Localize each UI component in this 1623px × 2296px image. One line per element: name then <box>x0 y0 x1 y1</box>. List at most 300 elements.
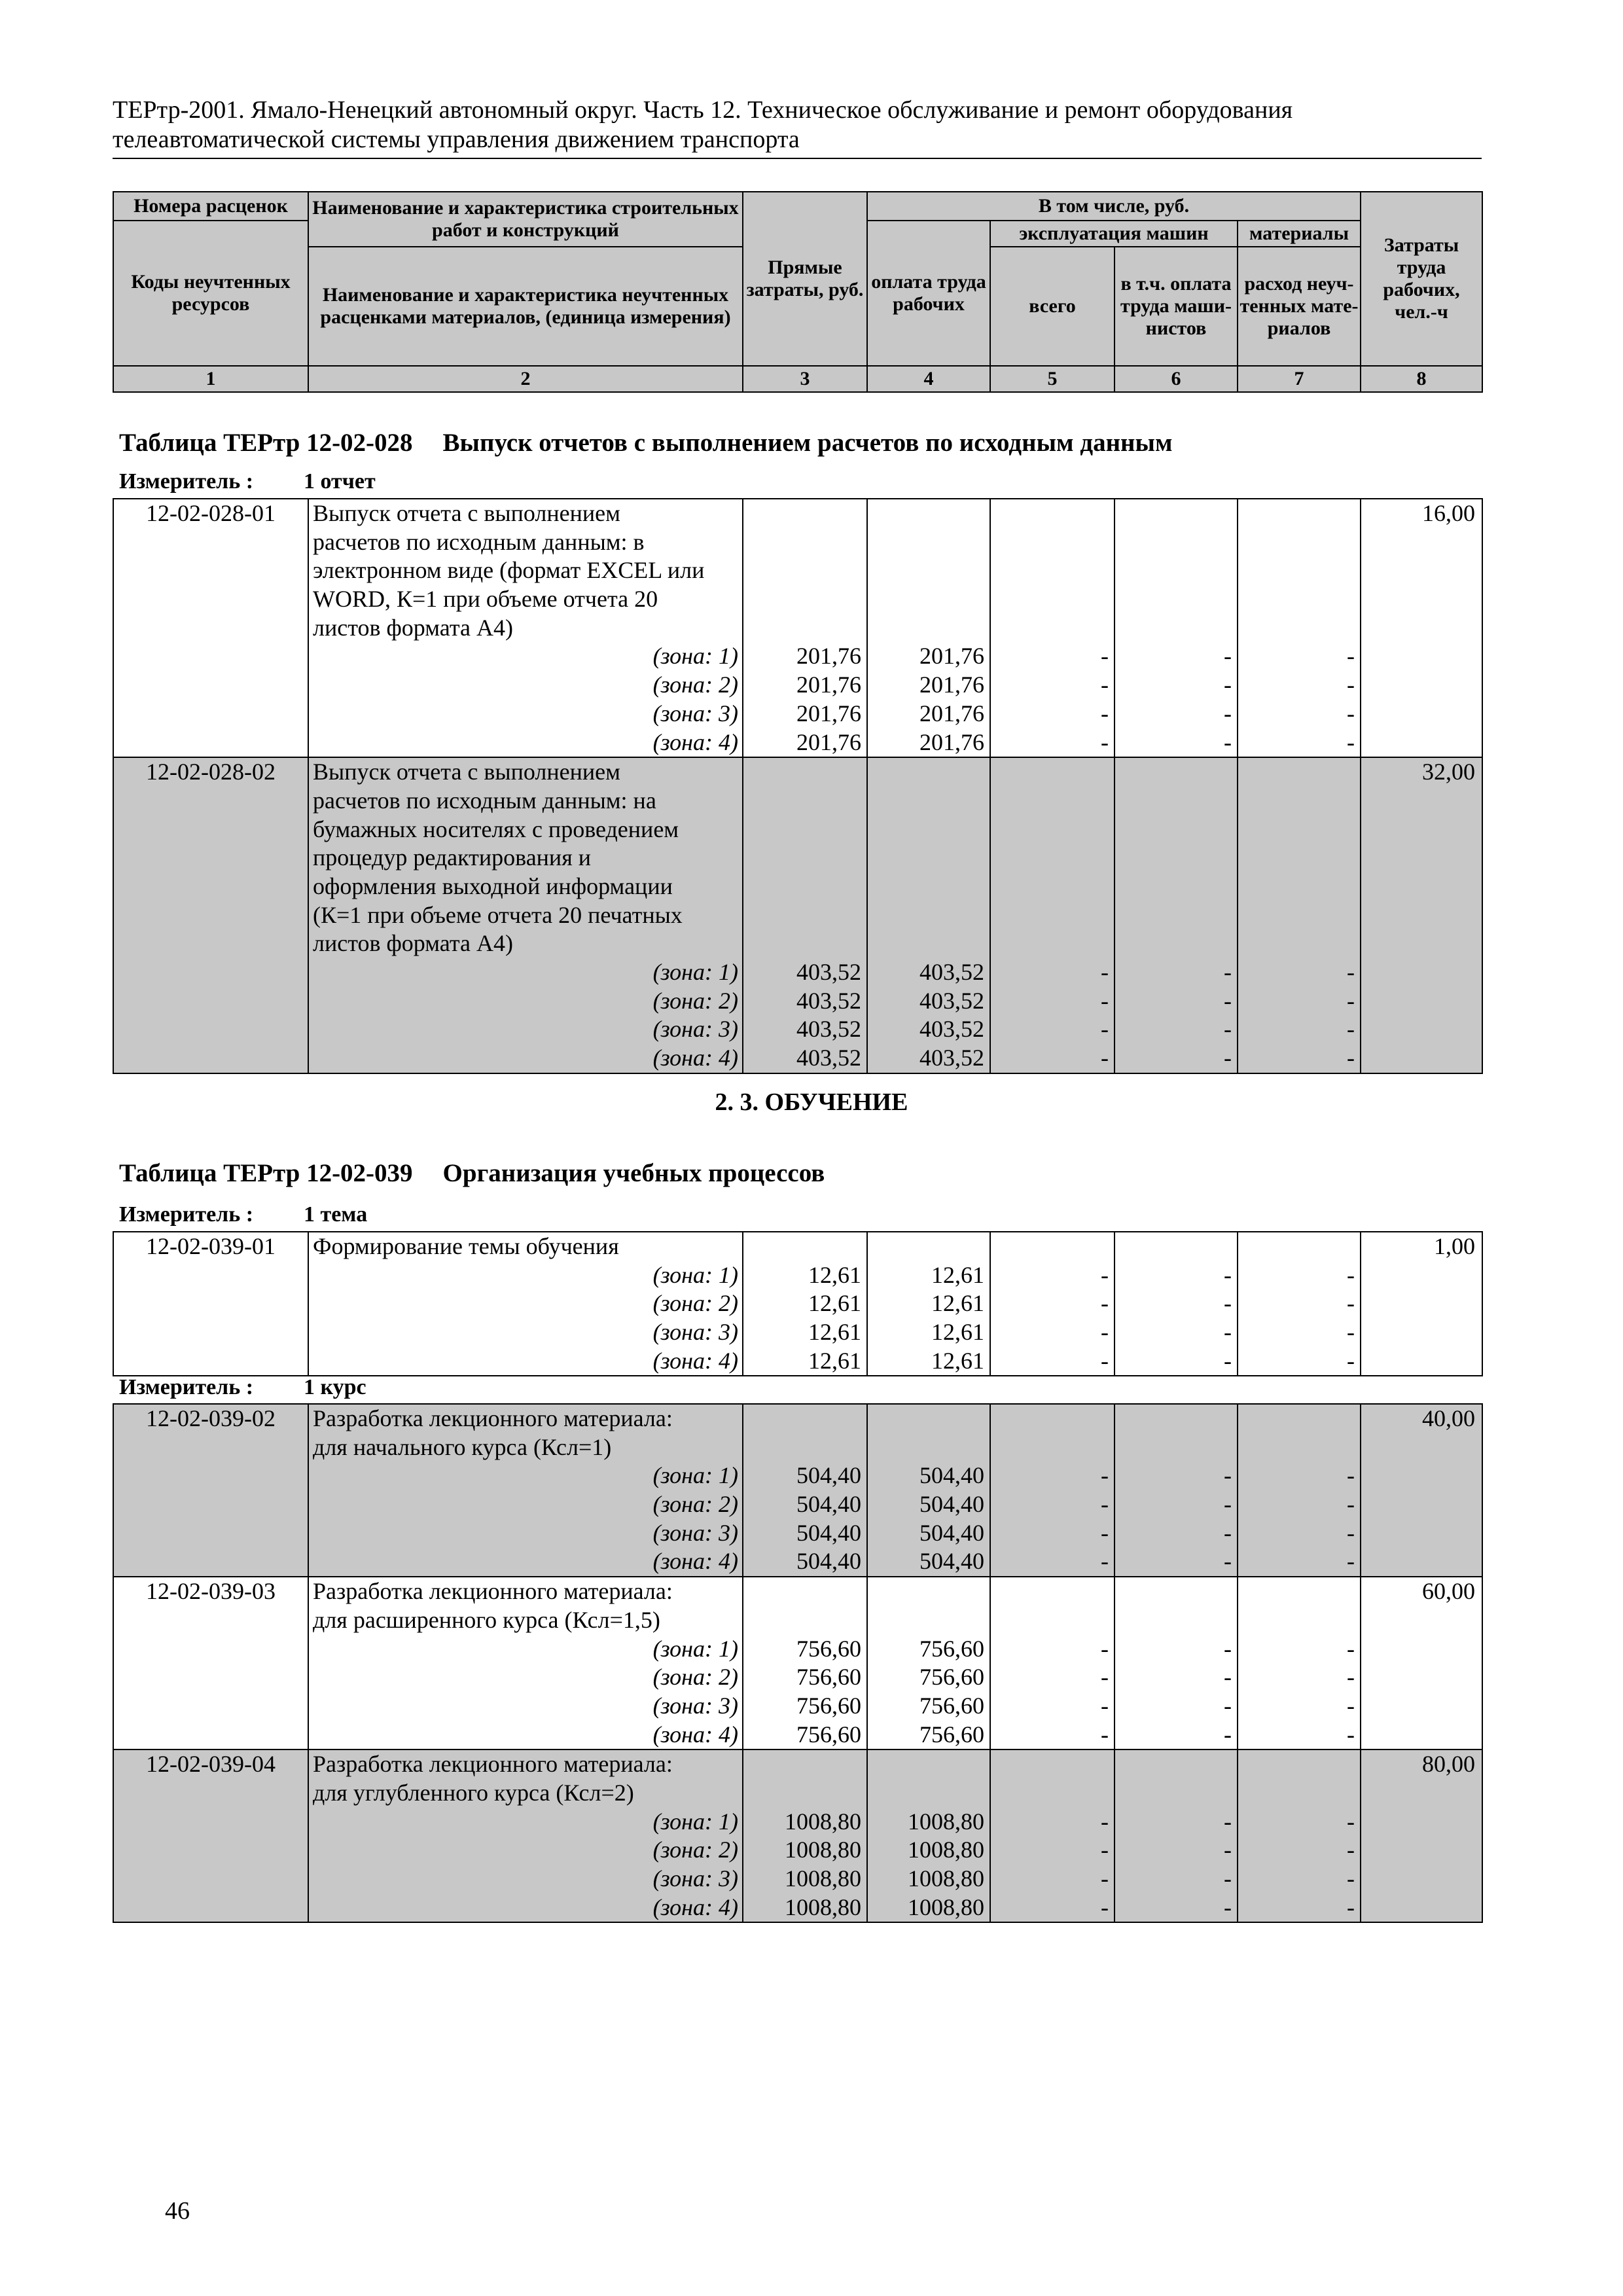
blank-line <box>991 1606 1109 1635</box>
materials-value: - <box>1347 1893 1355 1920</box>
blank-line <box>743 585 861 614</box>
blank-line <box>1115 929 1232 958</box>
machines-wages-cell <box>1115 1749 1238 1922</box>
zone-label: (зона: 4) <box>652 1721 738 1748</box>
materials-value: - <box>1347 1319 1355 1346</box>
blank-line <box>991 499 1109 528</box>
machines-total: - <box>1101 1519 1109 1546</box>
materials-value: - <box>1347 1548 1355 1575</box>
measure-line <box>119 1202 368 1228</box>
blank-line <box>1238 1232 1355 1261</box>
blank-line <box>1238 1779 1355 1808</box>
materials-value: - <box>1347 643 1355 670</box>
machines-total: - <box>1101 1635 1109 1662</box>
machines-total-cell <box>990 1404 1115 1577</box>
machines-total: - <box>1101 1261 1109 1288</box>
table-number: Таблица ТЕРтр 12-02-039 <box>119 1159 413 1187</box>
machines-wages: - <box>1224 1519 1232 1546</box>
measure-value: 1 курс <box>304 1375 366 1399</box>
blank-line <box>868 872 984 901</box>
header-wages: оплата труда рабочих <box>867 221 990 366</box>
materials-value: - <box>1347 987 1355 1014</box>
blank-line <box>743 528 861 557</box>
materials-value: - <box>1347 1045 1355 1071</box>
materials-value-cell <box>1238 1749 1361 1922</box>
machines-wages: - <box>1224 1045 1232 1071</box>
description-line: для углубленного курса (Ксл=2) <box>313 1779 634 1806</box>
blank-line <box>1238 1750 1355 1779</box>
blank-line <box>991 1779 1109 1808</box>
machines-wages: - <box>1224 1692 1232 1719</box>
machines-wages: - <box>1224 1808 1232 1835</box>
description-line: расчетов по исходным данным: в <box>313 528 645 555</box>
materials-value: - <box>1347 700 1355 726</box>
rate-code: 12-02-039-01 <box>146 1233 276 1259</box>
wages-value: 403,52 <box>919 987 984 1014</box>
machines-total: - <box>1101 1893 1109 1920</box>
materials-value: - <box>1347 1491 1355 1518</box>
machines-wages: - <box>1224 700 1232 726</box>
machines-total: - <box>1101 1808 1109 1835</box>
blank-line <box>991 1750 1109 1779</box>
direct-cost-cell <box>743 1749 867 1922</box>
zone-label: (зона: 4) <box>652 728 738 755</box>
wages-value: 12,61 <box>931 1290 984 1317</box>
blank-line <box>743 1577 861 1606</box>
zone-label: (зона: 3) <box>652 700 738 726</box>
machines-wages: - <box>1224 1893 1232 1920</box>
machines-wages-cell <box>1115 1404 1238 1577</box>
direct-cost: 1008,80 <box>785 1808 861 1835</box>
rate-code-cell <box>113 1404 308 1577</box>
materials-value: - <box>1347 959 1355 985</box>
blank-line <box>1115 758 1232 787</box>
materials-value: - <box>1347 1664 1355 1691</box>
blank-line <box>743 499 861 528</box>
rate-code: 12-02-039-04 <box>146 1751 276 1778</box>
machines-total: - <box>1101 1721 1109 1748</box>
machines-wages: - <box>1224 1635 1232 1662</box>
machines-wages: - <box>1224 1837 1232 1863</box>
machines-wages: - <box>1224 1721 1232 1748</box>
column-number: 2 <box>308 366 743 392</box>
measure-label: Измеритель : <box>119 1202 254 1227</box>
machines-total-cell <box>990 1577 1115 1749</box>
table-row <box>113 1577 1482 1749</box>
blank-line <box>1115 614 1232 643</box>
machines-wages: - <box>1224 1261 1232 1288</box>
zone-label: (зона: 3) <box>652 1865 738 1892</box>
labor-cell <box>1361 757 1482 1073</box>
rate-description-cell <box>308 757 743 1073</box>
direct-cost: 504,40 <box>796 1491 861 1518</box>
blank-line <box>868 1232 984 1261</box>
header-work-name: Наименование и характеристика строительных работ и конструкций <box>308 192 743 247</box>
column-number: 3 <box>743 366 867 392</box>
direct-cost: 756,60 <box>796 1692 861 1719</box>
zone-label: (зона: 2) <box>652 1837 738 1863</box>
machines-wages: - <box>1224 1462 1232 1489</box>
materials-value-cell <box>1238 1232 1361 1376</box>
blank-line <box>1238 556 1355 585</box>
machines-wages-cell <box>1115 1577 1238 1749</box>
wages-value: 504,40 <box>919 1462 984 1489</box>
labor-cell <box>1361 499 1482 757</box>
description-line: процедур редактирования и <box>313 844 592 871</box>
direct-cost: 504,40 <box>796 1519 861 1546</box>
header-machines-total: всего <box>990 247 1115 366</box>
machines-total: - <box>1101 643 1109 670</box>
zone-label: (зона: 2) <box>652 672 738 698</box>
machines-wages: - <box>1224 1016 1232 1043</box>
blank-line <box>991 787 1109 816</box>
rate-description-cell <box>308 1404 743 1577</box>
rates-table-039-topic <box>113 1231 1483 1376</box>
blank-line <box>991 816 1109 844</box>
table-caption <box>119 428 1173 458</box>
machines-total: - <box>1101 987 1109 1014</box>
description-line: бумажных носителях с проведением <box>313 816 679 842</box>
description-line: листов формата А4) <box>313 614 513 641</box>
blank-line <box>1238 1577 1355 1606</box>
machines-total: - <box>1101 959 1109 985</box>
direct-cost-cell <box>743 1577 867 1749</box>
labor-value: 32,00 <box>1422 759 1475 785</box>
blank-line <box>991 1433 1109 1462</box>
wages-value: 1008,80 <box>908 1837 984 1863</box>
description-line: для расширенного курса (Ксл=1,5) <box>313 1606 660 1633</box>
blank-line <box>1115 556 1232 585</box>
rate-code: 12-02-039-02 <box>146 1405 276 1431</box>
column-number: 7 <box>1238 366 1361 392</box>
rates-table-028 <box>113 498 1483 1074</box>
page-number: 46 <box>165 2197 190 2225</box>
direct-cost: 756,60 <box>796 1635 861 1662</box>
rate-description-cell <box>308 499 743 757</box>
table-number: Таблица ТЕРтр 12-02-028 <box>119 429 413 457</box>
rate-code: 12-02-028-02 <box>146 759 276 785</box>
materials-value: - <box>1347 1519 1355 1546</box>
blank-line <box>1238 1433 1355 1462</box>
header-materials: материалы <box>1238 221 1361 247</box>
rate-code-cell <box>113 1749 308 1922</box>
materials-value: - <box>1347 1692 1355 1719</box>
machines-wages: - <box>1224 728 1232 755</box>
machines-total: - <box>1101 1319 1109 1346</box>
blank-line <box>1115 1232 1232 1261</box>
wages-value: 504,40 <box>919 1519 984 1546</box>
direct-cost: 201,76 <box>796 700 861 726</box>
machines-total: - <box>1101 1664 1109 1691</box>
description-line: Разработка лекционного материала: <box>313 1751 673 1778</box>
measure-label: Измеритель : <box>119 1375 254 1399</box>
rate-code-cell <box>113 1577 308 1749</box>
materials-value-cell <box>1238 1577 1361 1749</box>
zone-label: (зона: 2) <box>652 1491 738 1518</box>
blank-line <box>743 556 861 585</box>
description-line: для начального курса (Ксл=1) <box>313 1433 612 1460</box>
blank-line <box>743 1433 861 1462</box>
zone-label: (зона: 3) <box>652 1519 738 1546</box>
blank-line <box>991 901 1109 930</box>
blank-line <box>991 1232 1109 1261</box>
blank-line <box>1238 901 1355 930</box>
header-resource-codes: Коды неучтенных ресурсов <box>113 221 308 366</box>
machines-total: - <box>1101 1290 1109 1317</box>
machines-wages-cell <box>1115 499 1238 757</box>
direct-cost-cell <box>743 1404 867 1577</box>
title-divider <box>113 158 1482 159</box>
rate-description-cell <box>308 1577 743 1749</box>
machines-total: - <box>1101 1865 1109 1892</box>
machines-wages: - <box>1224 1290 1232 1317</box>
machines-total: - <box>1101 700 1109 726</box>
rates-table-039-course <box>113 1403 1483 1923</box>
blank-line <box>991 758 1109 787</box>
materials-value: - <box>1347 672 1355 698</box>
machines-wages-cell <box>1115 757 1238 1073</box>
machines-total-cell <box>990 757 1115 1073</box>
description-line: Разработка лекционного материала: <box>313 1405 673 1431</box>
materials-value: - <box>1347 1721 1355 1748</box>
header-rate-numbers: Номера расценок <box>113 192 308 221</box>
zone-label: (зона: 4) <box>652 1548 738 1575</box>
wages-value: 504,40 <box>919 1548 984 1575</box>
blank-line <box>868 499 984 528</box>
description-line: Разработка лекционного материала: <box>313 1578 673 1605</box>
document-title <box>113 96 1474 154</box>
blank-line <box>743 929 861 958</box>
blank-line <box>1115 901 1232 930</box>
blank-line <box>743 1779 861 1808</box>
direct-cost: 403,52 <box>796 1045 861 1071</box>
direct-cost: 12,61 <box>808 1261 861 1288</box>
direct-cost: 201,76 <box>796 672 861 698</box>
blank-line <box>991 872 1109 901</box>
blank-line <box>1115 1433 1232 1462</box>
blank-line <box>868 1577 984 1606</box>
zone-label: (зона: 4) <box>652 1893 738 1920</box>
description-line: оформления выходной информации <box>313 872 673 899</box>
blank-line <box>868 901 984 930</box>
blank-line <box>743 1405 861 1433</box>
header-machines: эксплуатация машин <box>990 221 1238 247</box>
blank-line <box>1238 844 1355 872</box>
zone-label: (зона: 1) <box>652 959 738 985</box>
description-line: WORD, К=1 при объеме отчета 20 <box>313 586 658 613</box>
machines-total: - <box>1101 1548 1109 1575</box>
blank-line <box>1115 1750 1232 1779</box>
machines-total: - <box>1101 728 1109 755</box>
machines-total: - <box>1101 1016 1109 1043</box>
labor-value: 1,00 <box>1434 1233 1475 1259</box>
blank-line <box>1115 1405 1232 1433</box>
blank-line <box>1115 872 1232 901</box>
wages-value-cell <box>867 1749 990 1922</box>
blank-line <box>991 585 1109 614</box>
blank-line <box>1238 929 1355 958</box>
wages-value-cell <box>867 499 990 757</box>
direct-cost-cell <box>743 1232 867 1376</box>
zone-label: (зона: 2) <box>652 1290 738 1317</box>
table-row <box>113 757 1482 1073</box>
direct-cost: 12,61 <box>808 1347 861 1374</box>
column-number: 5 <box>990 366 1115 392</box>
blank-line <box>868 528 984 557</box>
machines-total-cell <box>990 1232 1115 1376</box>
direct-cost: 403,52 <box>796 1016 861 1043</box>
materials-value: - <box>1347 1635 1355 1662</box>
blank-line <box>743 1232 861 1261</box>
labor-value: 16,00 <box>1422 500 1475 526</box>
labor-cell <box>1361 1577 1482 1749</box>
wages-value: 1008,80 <box>908 1893 984 1920</box>
machines-total: - <box>1101 1045 1109 1071</box>
document-title-line-2: телеавтоматической системы управления движением транспорта <box>113 126 800 153</box>
machines-total: - <box>1101 1347 1109 1374</box>
wages-value: 201,76 <box>919 672 984 698</box>
rate-code-cell <box>113 757 308 1073</box>
materials-value: - <box>1347 1462 1355 1489</box>
direct-cost: 201,76 <box>796 728 861 755</box>
machines-wages: - <box>1224 1319 1232 1346</box>
header-including: В том числе, руб. <box>867 192 1361 221</box>
wages-value: 756,60 <box>919 1635 984 1662</box>
wages-value: 12,61 <box>931 1319 984 1346</box>
blank-line <box>743 1750 861 1779</box>
machines-wages: - <box>1224 1347 1232 1374</box>
measure-value: 1 отчет <box>304 469 376 493</box>
blank-line <box>868 787 984 816</box>
measure-line <box>119 1374 366 1401</box>
blank-line <box>1115 844 1232 872</box>
machines-wages: - <box>1224 1491 1232 1518</box>
wages-value: 756,60 <box>919 1664 984 1691</box>
zone-label: (зона: 3) <box>652 1692 738 1719</box>
blank-line <box>1238 499 1355 528</box>
table-title: Выпуск отчетов с выполнением расчетов по исходным данным <box>442 429 1173 457</box>
table-row <box>113 499 1482 757</box>
machines-wages: - <box>1224 643 1232 670</box>
materials-value: - <box>1347 728 1355 755</box>
blank-line <box>868 1433 984 1462</box>
header-machines-wages: в т.ч. оплата труда маши-нистов <box>1115 247 1238 366</box>
blank-line <box>743 758 861 787</box>
zone-label: (зона: 1) <box>652 1635 738 1662</box>
blank-line <box>868 1606 984 1635</box>
description-line: Выпуск отчета с выполнением <box>313 759 620 785</box>
column-number: 6 <box>1115 366 1238 392</box>
machines-wages-cell <box>1115 1232 1238 1376</box>
blank-line <box>1115 1577 1232 1606</box>
labor-value: 40,00 <box>1422 1405 1475 1431</box>
machines-total-cell <box>990 499 1115 757</box>
wages-value: 1008,80 <box>908 1865 984 1892</box>
measure-label: Измеритель : <box>119 469 254 493</box>
direct-cost-cell <box>743 757 867 1073</box>
measure-value: 1 тема <box>304 1202 368 1227</box>
machines-total: - <box>1101 1692 1109 1719</box>
machines-total: - <box>1101 1837 1109 1863</box>
direct-cost: 201,76 <box>796 643 861 670</box>
zone-label: (зона: 1) <box>652 643 738 670</box>
zone-label: (зона: 2) <box>652 987 738 1014</box>
blank-line <box>868 758 984 787</box>
materials-value: - <box>1347 1290 1355 1317</box>
materials-value-cell <box>1238 499 1361 757</box>
labor-cell <box>1361 1404 1482 1577</box>
blank-line <box>868 844 984 872</box>
machines-total-cell <box>990 1749 1115 1922</box>
machines-wages: - <box>1224 959 1232 985</box>
wages-value-cell <box>867 1232 990 1376</box>
blank-line <box>743 816 861 844</box>
header-materials-name: Наименование и характеристика неучтенных расценками материалов, (единица измерения) <box>308 247 743 366</box>
zone-label: (зона: 4) <box>652 1347 738 1374</box>
wages-value: 12,61 <box>931 1261 984 1288</box>
blank-line <box>1238 1606 1355 1635</box>
table-caption <box>119 1158 825 1189</box>
header-labor: Затраты труда рабочих, чел.-ч <box>1361 192 1482 366</box>
blank-line <box>1238 585 1355 614</box>
blank-line <box>868 816 984 844</box>
materials-value: - <box>1347 1808 1355 1835</box>
direct-cost-cell <box>743 499 867 757</box>
rate-code-cell <box>113 1232 308 1376</box>
blank-line <box>1115 816 1232 844</box>
blank-line <box>1115 787 1232 816</box>
direct-cost: 504,40 <box>796 1548 861 1575</box>
blank-line <box>743 614 861 643</box>
blank-line <box>1238 787 1355 816</box>
machines-wages: - <box>1224 1865 1232 1892</box>
rate-description-cell <box>308 1232 743 1376</box>
column-number: 4 <box>867 366 990 392</box>
zone-label: (зона: 1) <box>652 1808 738 1835</box>
direct-cost: 403,52 <box>796 987 861 1014</box>
zone-label: (зона: 1) <box>652 1462 738 1489</box>
direct-cost: 12,61 <box>808 1319 861 1346</box>
rate-code-cell <box>113 499 308 757</box>
materials-value: - <box>1347 1865 1355 1892</box>
blank-line <box>991 1577 1109 1606</box>
blank-line <box>743 901 861 930</box>
wages-value-cell <box>867 1404 990 1577</box>
blank-line <box>1115 499 1232 528</box>
blank-line <box>743 787 861 816</box>
blank-line <box>991 614 1109 643</box>
blank-line <box>991 1405 1109 1433</box>
direct-cost: 403,52 <box>796 959 861 985</box>
wages-value: 756,60 <box>919 1721 984 1748</box>
blank-line <box>991 929 1109 958</box>
wages-value: 403,52 <box>919 959 984 985</box>
direct-cost: 756,60 <box>796 1721 861 1748</box>
rate-code: 12-02-028-01 <box>146 500 276 526</box>
blank-line <box>991 528 1109 557</box>
wages-value-cell <box>867 1577 990 1749</box>
rate-description-cell <box>308 1749 743 1922</box>
blank-line <box>1238 758 1355 787</box>
table-row <box>113 1232 1482 1376</box>
machines-total: - <box>1101 1491 1109 1518</box>
document-title-line-1: ТЕРтр-2001. Ямало-Ненецкий автономный округ. Часть 12. Техническое обслуживание и ремонт оборудования <box>113 96 1293 124</box>
description-line: листов формата А4) <box>313 930 513 957</box>
materials-value-cell <box>1238 1404 1361 1577</box>
measure-line <box>119 469 376 495</box>
table-row <box>113 1404 1482 1577</box>
blank-line <box>1238 872 1355 901</box>
